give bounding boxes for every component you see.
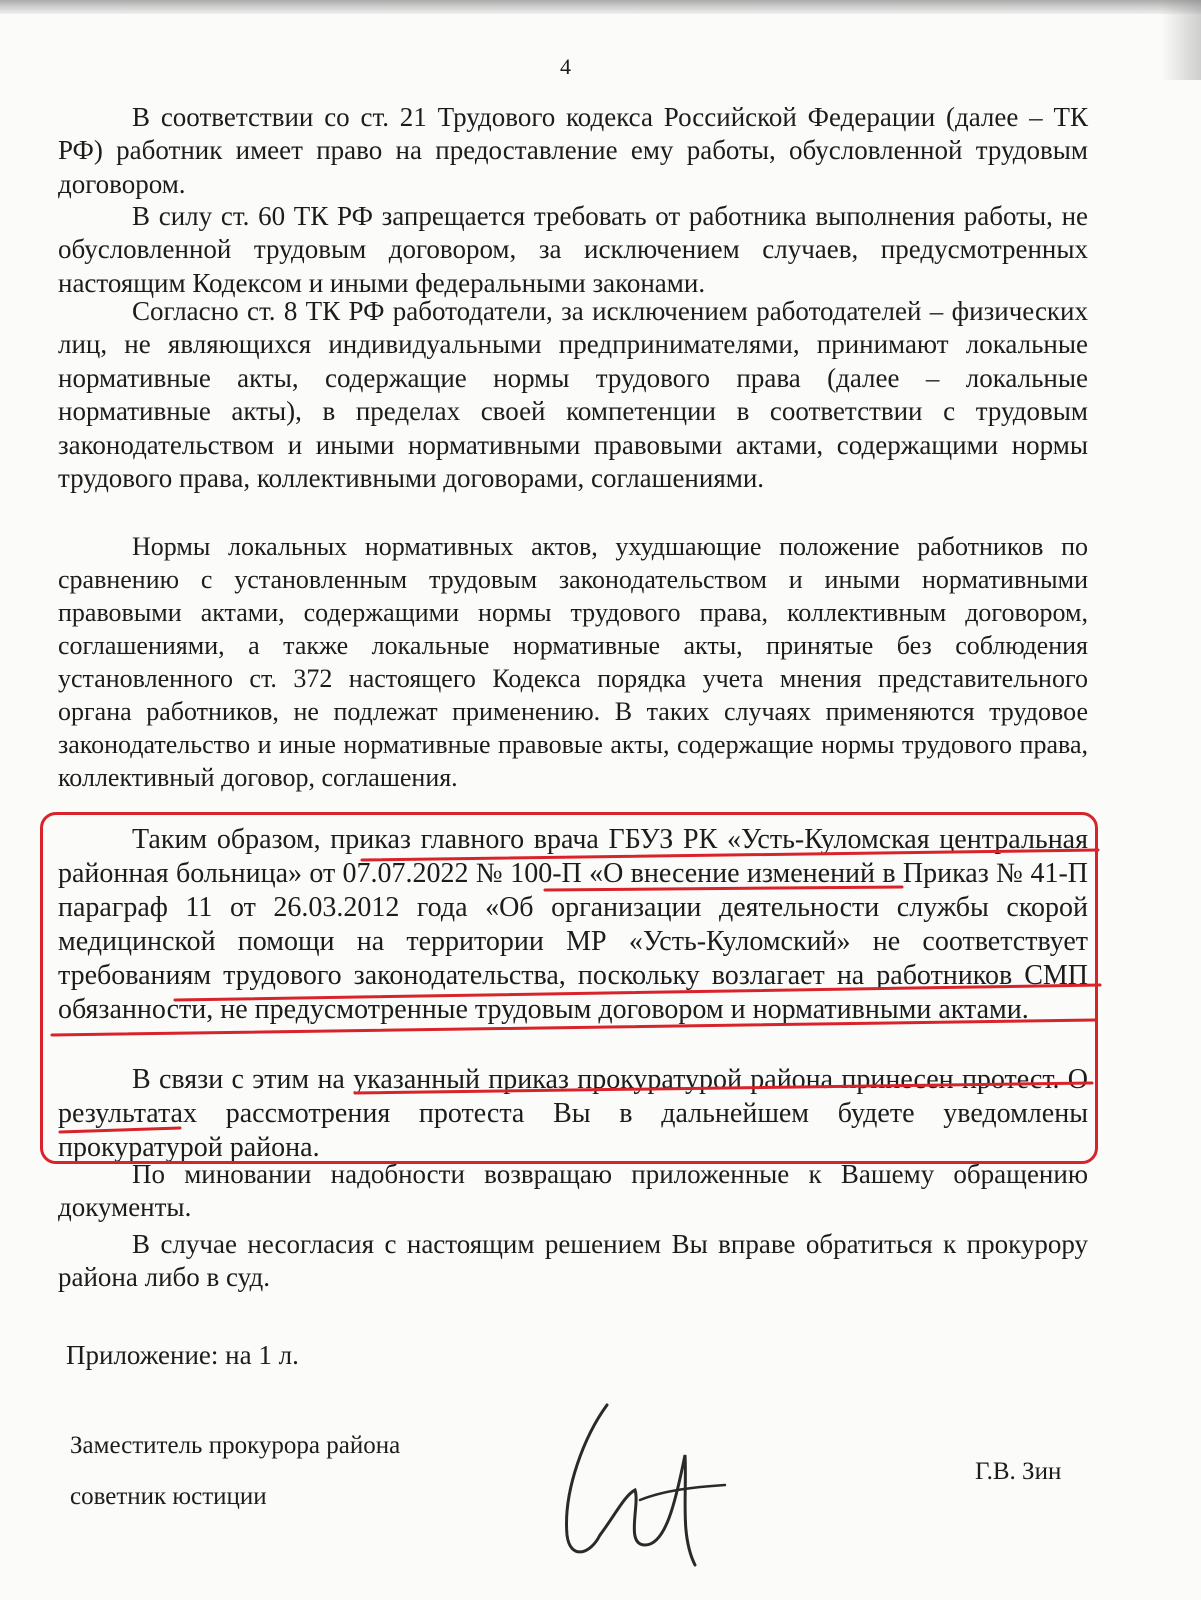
paragraph-return-documents: По миновании надобности возвращаю приложенные к Вашему обращению документы. [58,1159,1088,1223]
paragraph-conclusion: Таким образом, приказ главного врача ГБУЗ РК «Усть-Куломская центральная районная больница» от 07.07.2022 № 100-П «О внесение изменений в Приказ № 41-П параграф 11 от 26.03.2012 года «Об организации деятельности службы скорой медицинской помощи на территории МР «Усть-Куломский» не соответствует требованиям трудового законодательства, поскольку возлагает на работников СМП обязанности, не предусмотренные трудовым договором и нормативными актами. [58,824,1088,1025]
scan-shadow-top [0,0,1201,14]
paragraph-article-21: В соответствии со ст. 21 Трудового кодекса Российской Федерации (далее – ТК РФ) работник имеет право на предоставление ему работы, обусловленной трудовым договором. [58,102,1088,199]
paragraph-article-8: Согласно ст. 8 ТК РФ работодатели, за исключением работодателей – физических лиц, не являющихся индивидуальными предпринимателями, принимают локальные нормативные акты, содержащие нормы трудового права (далее – локальные нормативные акты), в пределах своей компетенции в соответствии с трудовым законодательством и иными нормативными правовыми актами, содержащими нормы трудового права, коллективными договорами, соглашениями. [58,296,1088,494]
signatory-name: Г.В. Зин [975,1458,1062,1485]
paragraph-local-acts: Нормы локальных нормативных актов, ухудшающие положение работников по сравнению с установленным трудовым законодательством и иными нормативными правовыми актами, содержащими нормы трудового права, коллективным договором, соглашениями, а также локальные нормативные акты, принятые без соблюдения установленного ст. 372 настоящего Кодекса порядка учета мнения представительного органа работников, не подлежат применению. В таких случаях применяются трудовое законодательство и иные нормативные правовые акты, содержащие нормы трудового права, коллективный договор, соглашения. [58,532,1088,792]
paragraph-article-60: В силу ст. 60 ТК РФ запрещается требовать от работника выполнения работы, не обусловленной трудовым договором, за исключением случаев, предусмотренных настоящим Кодексом и иными федеральными законами. [58,201,1088,298]
paragraph-appeal-rights: В случае несогласия с настоящим решением Вы вправе обратиться к прокурору района либо в суд. [58,1229,1088,1293]
red-highlight-box [40,812,1098,1164]
scan-shadow-corner [1161,0,1201,80]
paragraph-protest: В связи с этим на указанный приказ прокуратурой района принесен протест. О результатах рассмотрения протеста Вы в дальнейшем будете уведомлены прокуратурой района. [58,1064,1088,1163]
signatory-rank: советник юстиции [70,1483,267,1510]
signatory-title: Заместитель прокурора района [70,1432,401,1459]
page-number: 4 [560,54,571,79]
attachment-note: Приложение: на 1 л. [66,1340,299,1370]
handwritten-signature-icon [545,1395,735,1575]
